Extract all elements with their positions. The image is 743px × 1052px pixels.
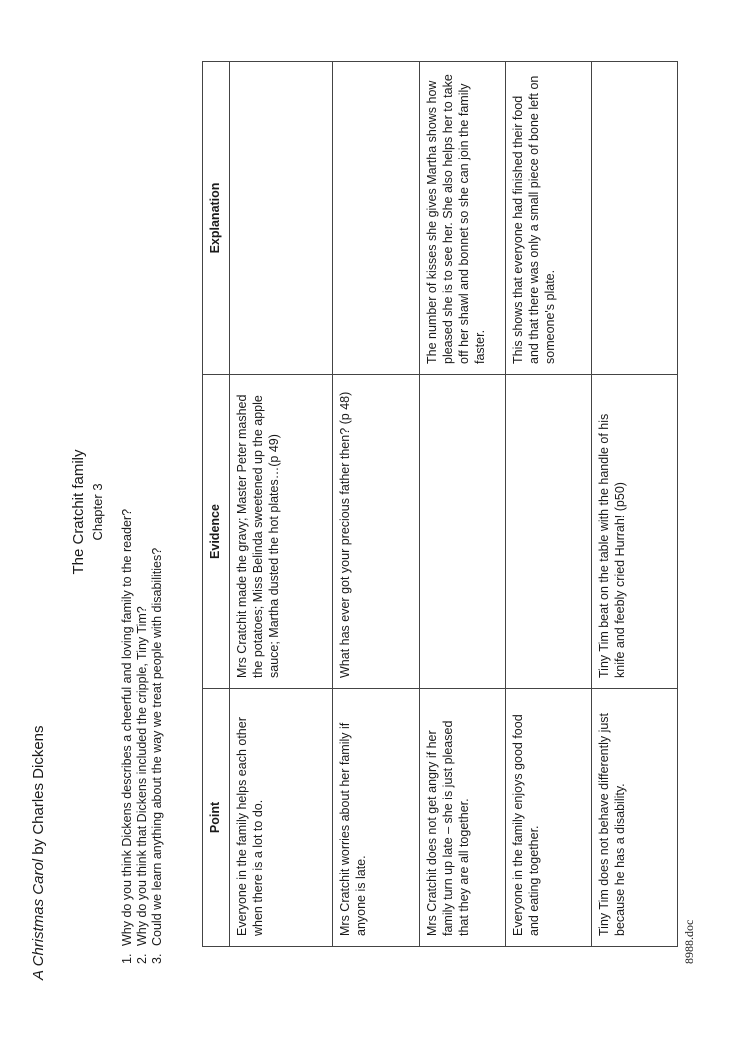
table-row: [230, 62, 333, 947]
explanation-cell: The number of kisses she gives Martha shows how pleased she is to see her. She also helps her to take off her shawl and bonnet so she can join the family faster.: [420, 62, 506, 375]
explanation-cell: [230, 62, 333, 375]
question-text: Could we learn anything about the way we treat people with disabilities?: [150, 547, 164, 946]
question-list: [120, 509, 165, 964]
question-item: [135, 509, 150, 964]
question-number: 3.: [150, 953, 164, 964]
header-evidence: Evidence: [203, 375, 230, 689]
evidence-cell: [506, 375, 592, 689]
question-number: 1.: [120, 953, 134, 964]
question-item: [120, 509, 135, 964]
question-number: 2.: [135, 953, 149, 964]
analysis-table: [202, 61, 678, 947]
question-text: Why do you think that Dickens included the cripple, Tiny Tim?: [135, 606, 149, 946]
point-cell: Everyone in the family enjoys good food and eating together.: [506, 689, 592, 947]
section-heading: The Cratchit family: [70, 449, 87, 575]
table-row: [592, 62, 678, 947]
table-row: [506, 62, 592, 947]
book-author: by Charles Dickens: [30, 725, 47, 859]
evidence-cell: Tiny Tim beat on the table with the handle of his knife and feebly cried Hurrah! (p50): [592, 375, 678, 689]
evidence-cell: Mrs Cratchit made the gravy; Master Peter mashed the potatoes; Miss Belinda sweetened up the apple sauce; Martha dusted the hot plates…(p 49): [230, 375, 333, 689]
explanation-cell: [592, 62, 678, 375]
file-name-footer: 8988.doc: [682, 919, 696, 964]
table-header-row: [203, 62, 230, 947]
question-item: [150, 509, 165, 964]
point-cell: Tiny Tim does not behave differently just because he has a disability.: [592, 689, 678, 947]
question-text: Why do you think Dickens describes a cheerful and loving family to the reader?: [120, 508, 134, 946]
table-row: [420, 62, 506, 947]
evidence-cell: What has ever got your precious father then? (p 48): [333, 375, 420, 689]
explanation-cell: [333, 62, 420, 375]
book-title: A Christmas Carol: [30, 858, 47, 980]
header-point: Point: [203, 689, 230, 947]
header-explanation: Explanation: [203, 62, 230, 375]
point-cell: Mrs Cratchit worries about her family if anyone is late.: [333, 689, 420, 947]
document-title: [30, 725, 47, 980]
table-row: [333, 62, 420, 947]
evidence-cell: [420, 375, 506, 689]
explanation-cell: This shows that everyone had finished their food and that there was only a small piece of bone left on someone's plate.: [506, 62, 592, 375]
point-cell: Everyone in the family helps each other when there is a lot to do.: [230, 689, 333, 947]
point-cell: Mrs Cratchit does not get angry if her family turn up late – she is just pleased that they are all together.: [420, 689, 506, 947]
section-subheading: Chapter 3: [90, 483, 105, 541]
